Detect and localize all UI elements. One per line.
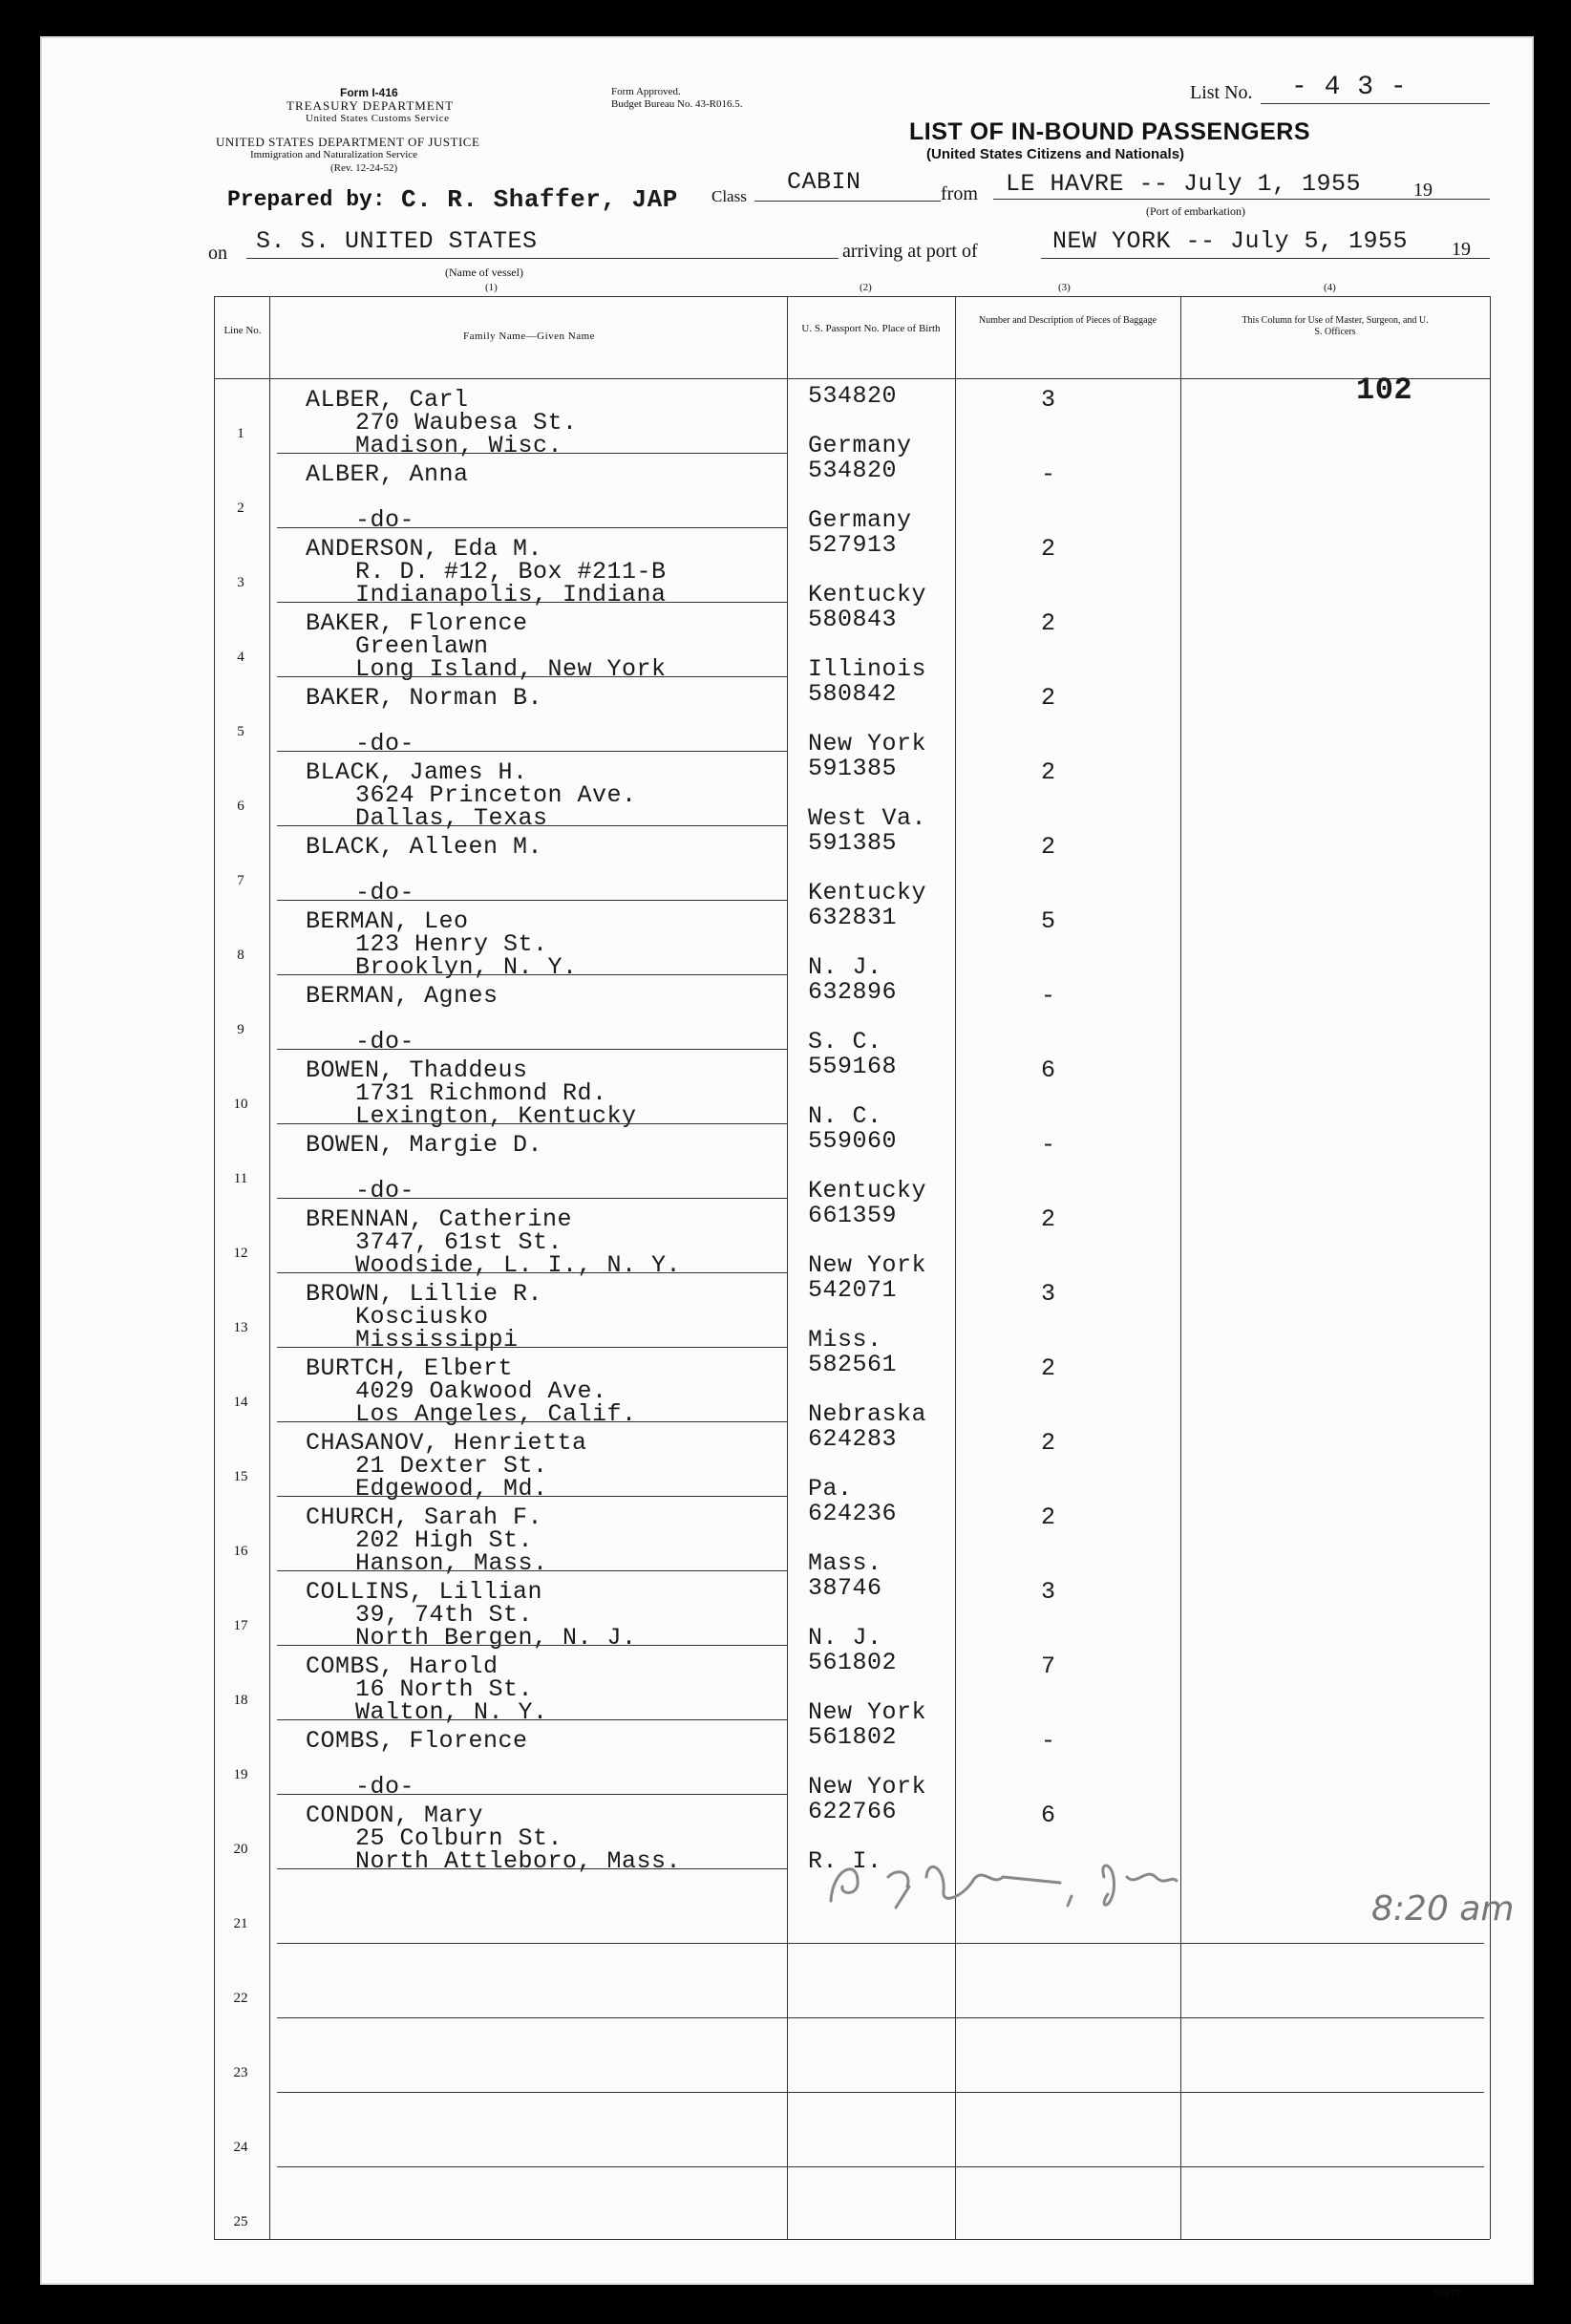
form-code: 50877 xyxy=(1433,2287,1461,2300)
row-divider xyxy=(277,1198,787,1199)
passenger-name: COLLINS, Lillian xyxy=(306,1578,543,1606)
row-divider xyxy=(277,1049,787,1050)
row-divider xyxy=(277,1868,787,1869)
baggage-count: - xyxy=(1041,1727,1056,1755)
address-line-2: Mississippi xyxy=(355,1326,519,1354)
line-number: 16 xyxy=(233,1544,248,1559)
baggage-count: 7 xyxy=(1041,1652,1056,1680)
baggage-count: 6 xyxy=(1041,1056,1056,1084)
baggage-count: 3 xyxy=(1041,386,1056,414)
arriving-label: arriving at port of xyxy=(842,241,978,262)
header-family-name: Family Name—Given Name xyxy=(462,330,596,342)
row-divider xyxy=(277,751,787,752)
place-of-birth: Mass. xyxy=(808,1549,882,1577)
passport-number: 527913 xyxy=(808,531,898,559)
line-number: 7 xyxy=(237,873,244,888)
from-value: LE HAVRE -- July 1, 1955 xyxy=(1006,170,1362,198)
line-number: 9 xyxy=(237,1022,244,1037)
place-of-birth: West Va. xyxy=(808,804,927,832)
address-line-1: 270 Waubesa St. xyxy=(355,409,578,437)
line-number: 24 xyxy=(233,2140,248,2155)
passport-number: 534820 xyxy=(808,457,898,484)
passport-number: 559060 xyxy=(808,1127,898,1155)
ins-label: Immigration and Naturalization Service xyxy=(250,149,418,160)
address-line-2: Brooklyn, N. Y. xyxy=(355,953,578,981)
header-officers: This Column for Use of Master, Surgeon, and U. S. Officers xyxy=(1242,315,1429,337)
line-number: 20 xyxy=(233,1842,248,1857)
address-line-1: 21 Dexter St. xyxy=(355,1452,548,1480)
signature-time: 8:20 am xyxy=(1371,1889,1515,1929)
arrival-underline xyxy=(1041,258,1490,259)
passenger-name: BLACK, James H. xyxy=(306,758,528,786)
passport-number: 582561 xyxy=(808,1351,898,1378)
place-of-birth: New York xyxy=(808,1773,927,1801)
row-divider xyxy=(277,676,787,677)
address-line-2: Madison, Wisc. xyxy=(355,432,563,459)
baggage-count: 2 xyxy=(1041,1503,1056,1531)
class-underline xyxy=(754,201,941,202)
from-label: from xyxy=(941,183,978,204)
row-divider xyxy=(277,1421,787,1422)
treasury-label: TREASURY DEPARTMENT xyxy=(287,98,455,113)
col-num-1: (1) xyxy=(485,282,498,293)
passenger-name: ALBER, Carl xyxy=(306,386,469,414)
rev-label: (Rev. 12-24-52) xyxy=(330,162,398,174)
place-of-birth: Kentucky xyxy=(808,581,927,608)
passenger-name: BERMAN, Leo xyxy=(306,907,469,935)
address-line-1: 202 High St. xyxy=(355,1526,534,1554)
passenger-name: BAKER, Norman B. xyxy=(306,684,543,712)
passenger-name: ALBER, Anna xyxy=(306,460,469,488)
passenger-name: BURTCH, Elbert xyxy=(306,1354,514,1382)
customs-label: United States Customs Service xyxy=(306,113,450,124)
line-number: 19 xyxy=(233,1767,248,1782)
passenger-name: CHASANOV, Henrietta xyxy=(306,1429,587,1457)
line-number: 10 xyxy=(233,1097,248,1112)
address-line-2: -do- xyxy=(355,1177,415,1205)
form-number: Form I-416 xyxy=(340,86,398,99)
place-of-birth: Pa. xyxy=(808,1475,853,1503)
place-of-birth: Illinois xyxy=(808,655,927,683)
passenger-name: BOWEN, Thaddeus xyxy=(306,1056,528,1084)
list-no-label: List No. xyxy=(1190,82,1253,103)
baggage-count: - xyxy=(1041,1131,1056,1159)
address-line-1: 39, 74th St. xyxy=(355,1601,534,1629)
address-line-2: Walton, N. Y. xyxy=(355,1698,548,1726)
col-divider xyxy=(787,296,788,2239)
on-label: on xyxy=(208,243,227,264)
prepared-by-label: Prepared by: xyxy=(227,187,386,212)
line-number: 18 xyxy=(233,1693,248,1708)
list-no-value: - 4 3 - xyxy=(1291,73,1408,102)
place-of-birth: Miss. xyxy=(808,1326,882,1354)
address-line-2: Dallas, Texas xyxy=(355,804,548,832)
row-divider xyxy=(277,1794,787,1795)
col-divider xyxy=(1180,296,1181,2239)
address-line-1: 3624 Princeton Ave. xyxy=(355,781,637,809)
row-divider xyxy=(277,1719,787,1720)
vessel-underline xyxy=(246,258,839,259)
address-line-1: 123 Henry St. xyxy=(355,930,548,958)
line-number: 4 xyxy=(237,650,244,665)
row-divider xyxy=(277,2092,1484,2093)
baggage-count: 3 xyxy=(1041,1280,1056,1308)
from-year-suffix: 19 xyxy=(1413,180,1433,201)
passport-number: 632896 xyxy=(808,978,898,1006)
col-divider xyxy=(269,296,270,2239)
place-of-birth: R. I. xyxy=(808,1847,882,1875)
row-divider xyxy=(277,1645,787,1646)
address-line-1: R. D. #12, Box #211-B xyxy=(355,558,667,586)
line-number: 8 xyxy=(237,948,244,963)
table-top-border xyxy=(214,296,1490,297)
passport-number: 661359 xyxy=(808,1202,898,1229)
col-divider xyxy=(955,296,956,2239)
address-line-1: 25 Colburn St. xyxy=(355,1824,563,1852)
passport-number: 591385 xyxy=(808,829,898,857)
passenger-name: ANDERSON, Eda M. xyxy=(306,535,543,563)
vessel-name: S. S. UNITED STATES xyxy=(256,227,538,255)
baggage-count: 5 xyxy=(1041,907,1056,935)
budget-bureau: Budget Bureau No. 43-R016.5. xyxy=(611,98,743,110)
row-divider xyxy=(277,453,787,454)
address-line-2: North Bergen, N. J. xyxy=(355,1624,637,1652)
passenger-name: COMBS, Harold xyxy=(306,1652,499,1680)
address-line-2: Indianapolis, Indiana xyxy=(355,581,667,608)
passport-number: 534820 xyxy=(808,382,898,410)
justice-label: UNITED STATES DEPARTMENT OF JUSTICE xyxy=(216,135,480,149)
passport-number: 561802 xyxy=(808,1649,898,1676)
passenger-name: BOWEN, Margie D. xyxy=(306,1131,543,1159)
header-line-no: Line No. xyxy=(223,325,262,336)
col-divider xyxy=(1490,296,1491,2239)
col-num-2: (2) xyxy=(860,282,872,293)
passport-number: 38746 xyxy=(808,1574,882,1602)
baggage-count: 2 xyxy=(1041,1205,1056,1233)
place-of-birth: N. J. xyxy=(808,953,882,981)
manifest-title: LIST OF IN-BOUND PASSENGERS xyxy=(909,118,1311,145)
address-line-1: 1731 Richmond Rd. xyxy=(355,1079,607,1107)
place-of-birth: N. C. xyxy=(808,1102,882,1130)
passenger-name: BERMAN, Agnes xyxy=(306,982,499,1010)
line-number: 3 xyxy=(237,575,244,590)
list-no-underline xyxy=(1261,103,1490,104)
col-divider xyxy=(214,296,215,2239)
row-divider xyxy=(277,974,787,975)
address-line-2: Edgewood, Md. xyxy=(355,1475,548,1503)
address-line-2: -do- xyxy=(355,1773,415,1801)
row-divider xyxy=(277,1123,787,1124)
place-of-birth: New York xyxy=(808,1251,927,1279)
place-of-birth: Kentucky xyxy=(808,1177,927,1205)
row-divider xyxy=(277,825,787,826)
place-of-birth: Germany xyxy=(808,432,912,459)
passenger-name: BRENNAN, Catherine xyxy=(306,1205,573,1233)
port-embark-caption: (Port of embarkation) xyxy=(1146,204,1245,218)
passport-number: 624236 xyxy=(808,1500,898,1527)
line-number: 12 xyxy=(233,1246,248,1261)
baggage-count: 2 xyxy=(1041,833,1056,861)
baggage-count: - xyxy=(1041,460,1056,488)
table-bottom-border xyxy=(214,2239,1490,2240)
address-line-2: -do- xyxy=(355,730,415,757)
baggage-count: 3 xyxy=(1041,1578,1056,1606)
line-number: 25 xyxy=(233,2214,248,2229)
from-underline xyxy=(993,199,1490,200)
line-number: 22 xyxy=(233,1991,248,2006)
place-of-birth: New York xyxy=(808,1698,927,1726)
place-of-birth: Kentucky xyxy=(808,879,927,906)
passenger-name: CONDON, Mary xyxy=(306,1802,484,1829)
col-num-3: (3) xyxy=(1058,282,1071,293)
passport-number: 542071 xyxy=(808,1276,898,1304)
row-divider xyxy=(277,1496,787,1497)
baggage-count: 2 xyxy=(1041,535,1056,563)
passenger-name: BROWN, Lillie R. xyxy=(306,1280,543,1308)
signature-scrawl xyxy=(821,1848,1318,1925)
header-baggage: Number and Description of Pieces of Baggage xyxy=(978,315,1157,326)
place-of-birth: Nebraska xyxy=(808,1400,927,1428)
row-divider xyxy=(277,2017,1484,2018)
place-of-birth: N. J. xyxy=(808,1624,882,1652)
baggage-count: 2 xyxy=(1041,758,1056,786)
line-number: 1 xyxy=(237,426,244,441)
row-divider xyxy=(277,900,787,901)
col-num-4: (4) xyxy=(1324,282,1336,293)
line-number: 5 xyxy=(237,724,244,739)
passport-number: 591385 xyxy=(808,755,898,782)
row-divider xyxy=(277,527,787,528)
place-of-birth: Germany xyxy=(808,506,912,534)
address-line-1: 4029 Oakwood Ave. xyxy=(355,1377,607,1405)
line-number: 14 xyxy=(233,1395,248,1410)
row-divider xyxy=(277,602,787,603)
passport-number: 561802 xyxy=(808,1723,898,1751)
address-line-1: Greenlawn xyxy=(355,632,489,660)
address-line-2: -do- xyxy=(355,506,415,534)
arrival-year-suffix: 19 xyxy=(1452,239,1471,260)
line-number: 13 xyxy=(233,1320,248,1335)
address-line-2: North Attleboro, Mass. xyxy=(355,1847,682,1875)
address-line-2: Long Island, New York xyxy=(355,655,667,683)
header-passport: U. S. Passport No. Place of Birth xyxy=(801,323,941,334)
address-line-2: Lexington, Kentucky xyxy=(355,1102,637,1130)
address-line-1: Kosciusko xyxy=(355,1303,489,1331)
passenger-name: BLACK, Alleen M. xyxy=(306,833,543,861)
row-divider xyxy=(277,1272,787,1273)
row-divider xyxy=(277,1347,787,1348)
line-number: 11 xyxy=(233,1171,248,1186)
vessel-caption: (Name of vessel) xyxy=(445,266,523,279)
officer-mark: 102 xyxy=(1356,373,1413,408)
baggage-count: 2 xyxy=(1041,1429,1056,1457)
line-number: 6 xyxy=(237,799,244,814)
baggage-count: 6 xyxy=(1041,1802,1056,1829)
line-number: 15 xyxy=(233,1469,248,1484)
address-line-1: 16 North St. xyxy=(355,1675,534,1703)
address-line-2: Hanson, Mass. xyxy=(355,1549,548,1577)
passenger-name: COMBS, Florence xyxy=(306,1727,528,1755)
manifest-subtitle: (United States Citizens and Nationals) xyxy=(926,146,1185,162)
table-header-border xyxy=(214,378,1490,379)
place-of-birth: New York xyxy=(808,730,927,757)
row-divider xyxy=(277,2166,1484,2167)
address-line-2: -do- xyxy=(355,879,415,906)
passport-number: 580843 xyxy=(808,606,898,633)
line-number: 17 xyxy=(233,1618,248,1633)
baggage-count: 2 xyxy=(1041,1354,1056,1382)
row-divider xyxy=(277,1943,1484,1944)
class-label: Class xyxy=(711,187,747,205)
passport-number: 580842 xyxy=(808,680,898,708)
address-line-2: -do- xyxy=(355,1028,415,1055)
passport-number: 632831 xyxy=(808,904,898,931)
address-line-2: Los Angeles, Calif. xyxy=(355,1400,637,1428)
arrival-value: NEW YORK -- July 5, 1955 xyxy=(1052,227,1409,255)
prepared-by-value: C. R. Shaffer, JAP xyxy=(401,185,678,214)
class-value: CABIN xyxy=(787,168,861,196)
address-line-1: 3747, 61st St. xyxy=(355,1228,563,1256)
line-number: 21 xyxy=(233,1916,248,1931)
baggage-count: 2 xyxy=(1041,609,1056,637)
passenger-name: BAKER, Florence xyxy=(306,609,528,637)
form-approved: Form Approved. xyxy=(611,86,681,97)
line-number: 2 xyxy=(237,501,244,516)
passenger-name: CHURCH, Sarah F. xyxy=(306,1503,543,1531)
line-number: 23 xyxy=(233,2065,248,2080)
address-line-2: Woodside, L. I., N. Y. xyxy=(355,1251,682,1279)
baggage-count: - xyxy=(1041,982,1056,1010)
passport-number: 559168 xyxy=(808,1053,898,1080)
passport-number: 622766 xyxy=(808,1798,898,1825)
place-of-birth: S. C. xyxy=(808,1028,882,1055)
passport-number: 624283 xyxy=(808,1425,898,1453)
row-divider xyxy=(277,1570,787,1571)
baggage-count: 2 xyxy=(1041,684,1056,712)
